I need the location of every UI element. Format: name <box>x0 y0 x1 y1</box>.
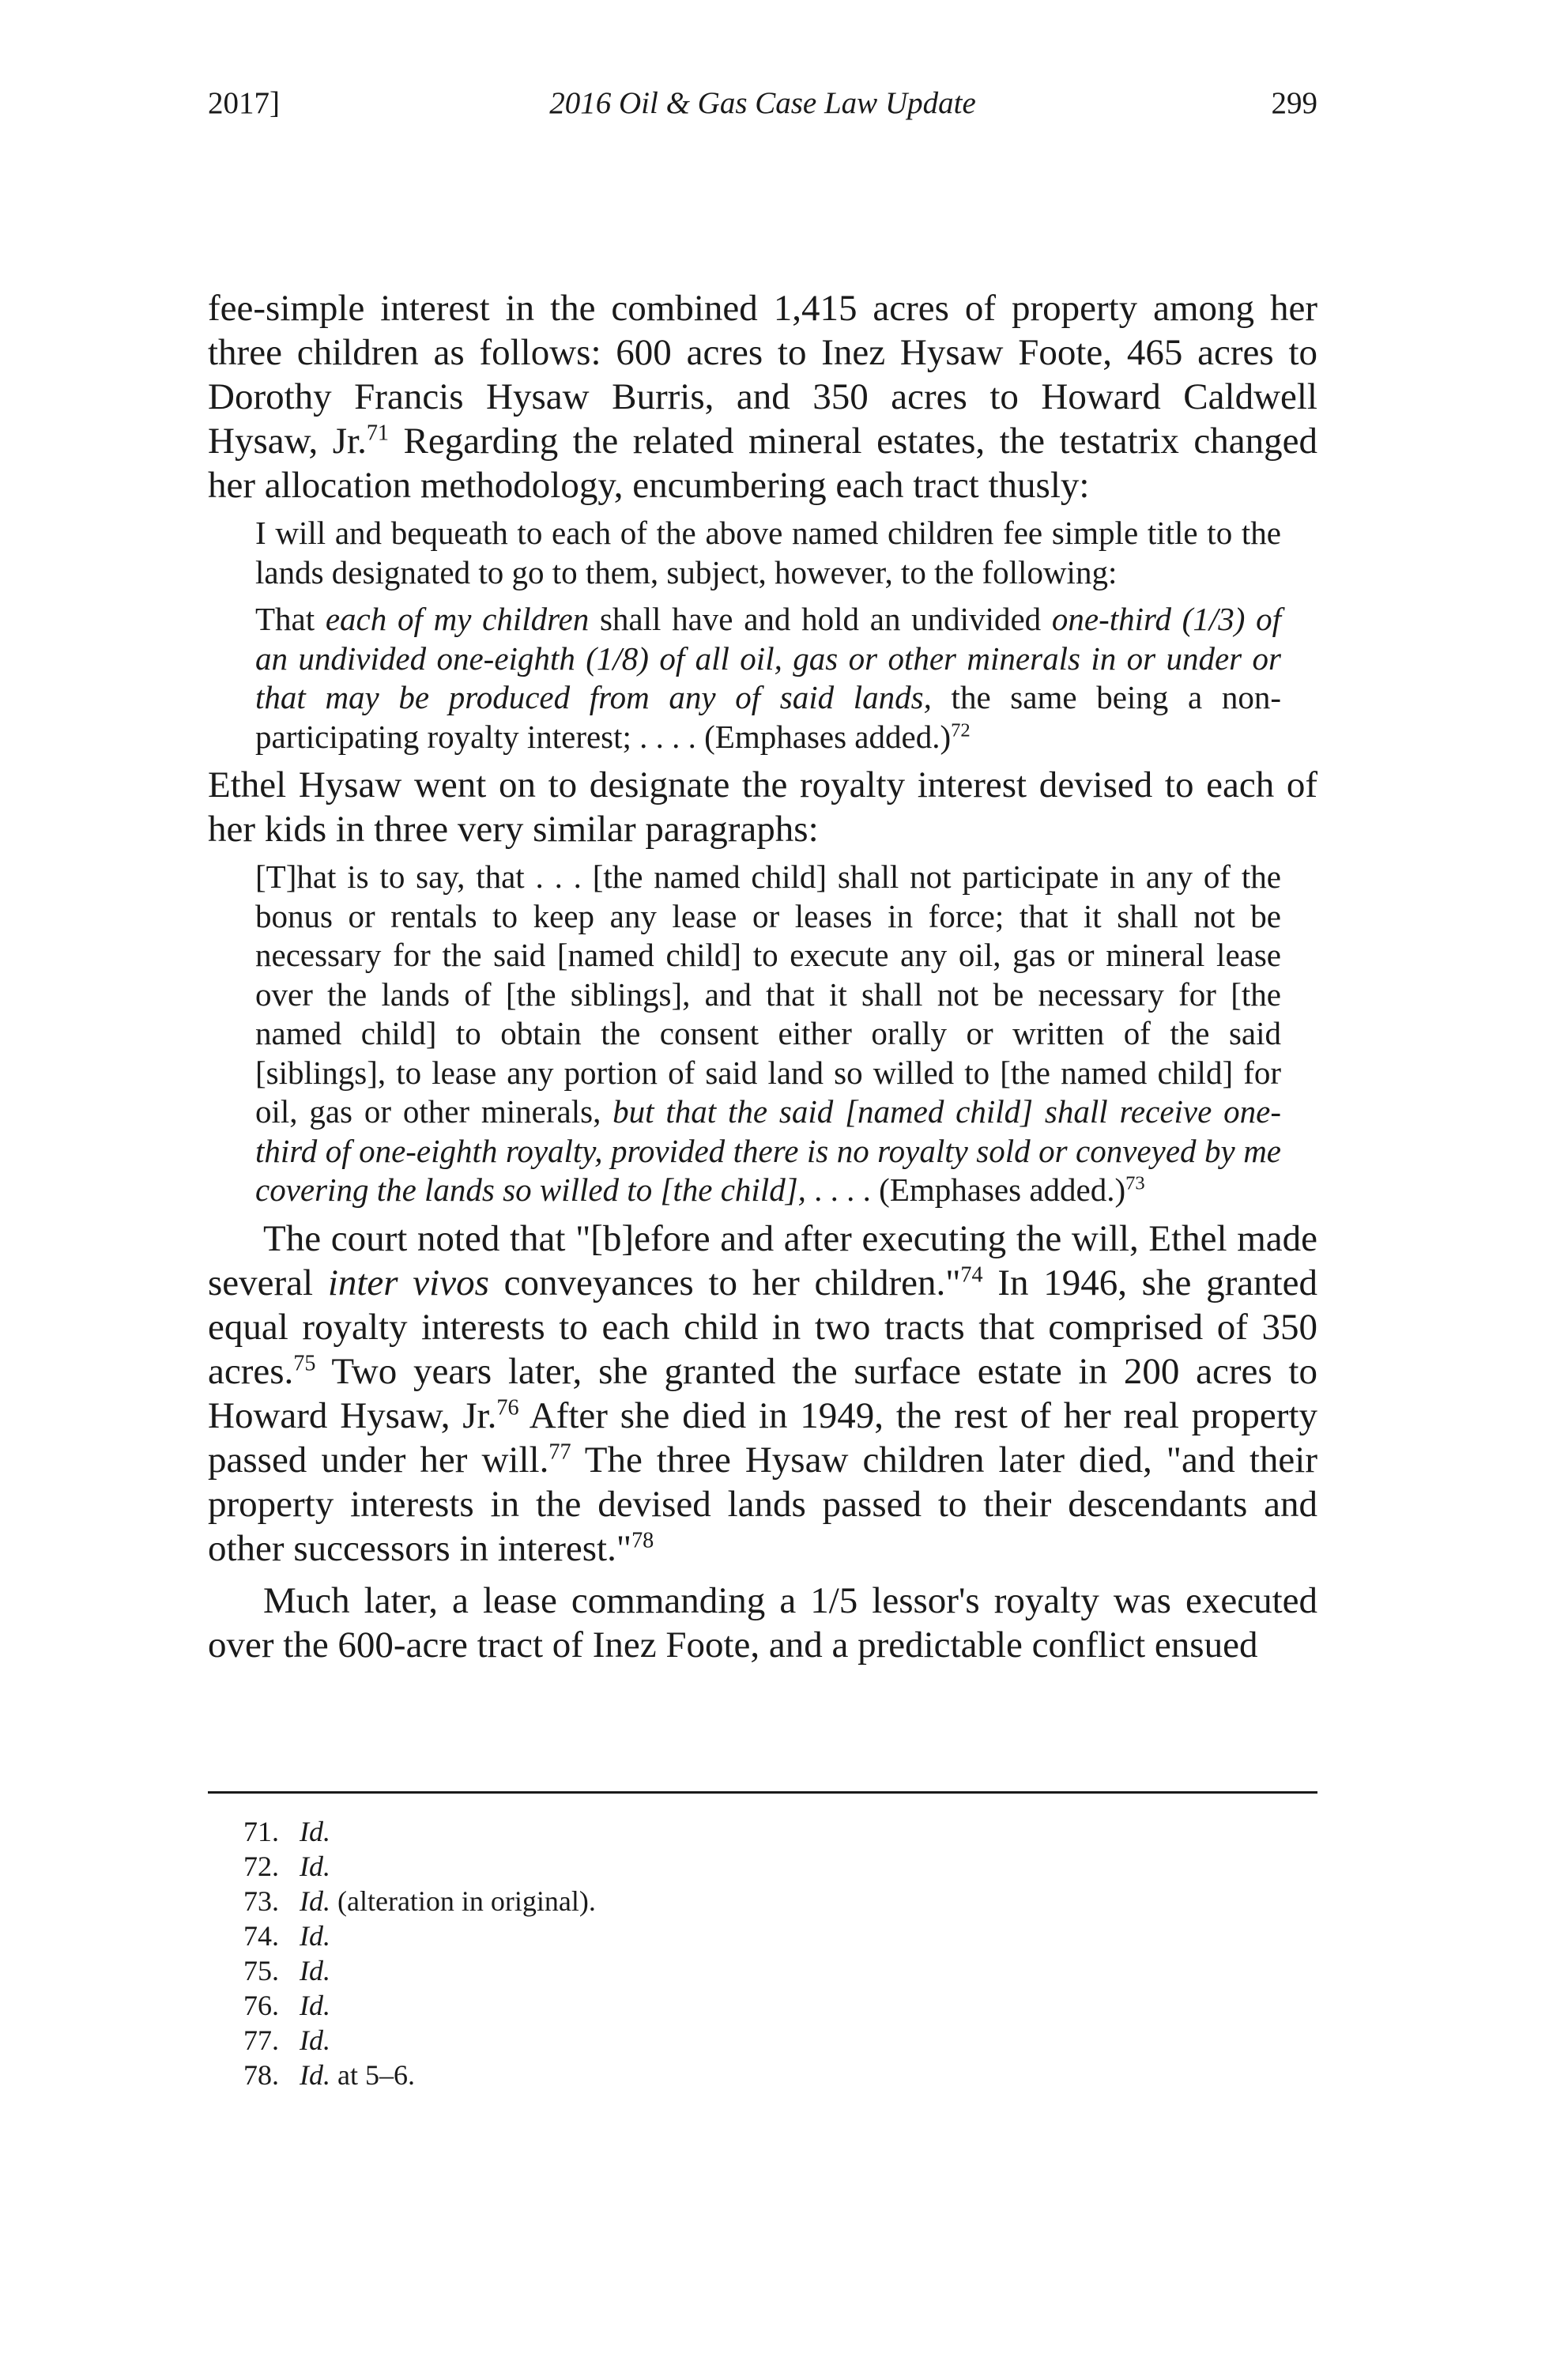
footnote-number: 78. <box>243 2059 279 2091</box>
footnote-number: 77. <box>243 2024 279 2056</box>
paragraph-3: The court noted that "[b]efore and after executing the will, Ethel made several inter vivos conveyances to her children."$^{74}$ In 1946, she granted equal royalty interests to each child in two tracts that comprised of 350 acres.$^{75}$ Two years later, she granted the surface estate in 200 acres to Howard Hysaw, Jr.$^{76}$ After she died in 1949, the rest of her real property passed under her will.$^{77}$ The three Hysaw children later died, "and their property interests in the devised lands passed to their descendants and other successors in interest."$^{78}$ <box>208 1217 1318 1569</box>
footnote-number: 71. <box>243 1816 279 1847</box>
footnote-ref-76[interactable]: 76 <box>496 1394 519 1420</box>
footnote-ref-73[interactable]: 73 <box>1125 1172 1145 1194</box>
footnote-item: 76. Id. <box>208 1988 1317 2023</box>
footnote-item: 74. Id. <box>208 1918 1317 1953</box>
paragraph-1: fee-simple interest in the combined 1,415 acres of property among her three children as follows: 600 acres to Inez Hysaw Foote, 465 acres to Dorothy Francis Hysaw Burris, and 350 acres to Howard Caldwell Hysaw, Jr.$^{71}$ Regarding the related mineral estates, the testatrix changed her allocation methodology, encumbering each tract thusly: <box>208 288 1317 506</box>
footnote-number: 74. <box>243 1920 279 1952</box>
footnote-ref-78[interactable]: 78 <box>631 1527 654 1553</box>
footnote-ref-77[interactable]: 77 <box>548 1439 571 1464</box>
running-header <box>208 85 1317 133</box>
footnote-item: 77. Id. <box>208 2023 1317 2058</box>
footnote-item: 73. Id. (alteration in original). <box>208 1884 1317 1918</box>
paragraph-2: Ethel Hysaw went on to designate the royalty interest devised to each of her kids in three very similar paragraphs: <box>208 764 1317 850</box>
quote-paragraph: I will and bequeath to each of the above named children fee simple title to the lands designated to go to them, subject, however, to the following: <box>255 515 1281 590</box>
block-quote-paragraphs <box>255 858 1281 1210</box>
block-quote-will <box>255 514 1281 756</box>
page-number: 299 <box>1271 86 1317 120</box>
footnote-number: 73. <box>243 1885 279 1917</box>
header-volume-year: 2017] <box>208 86 280 120</box>
footnote-item: 78. Id. at 5–6. <box>208 2058 1317 2092</box>
article-body <box>208 286 1317 1667</box>
footnote-ref-71[interactable]: 71 <box>366 421 390 446</box>
footnote-number: 75. <box>243 1955 279 1986</box>
footnote-divider <box>208 1791 1317 1794</box>
header-title: 2016 Oil & Gas Case Law Update <box>549 86 976 120</box>
footnote-item: 75. Id. <box>208 1953 1317 1988</box>
paragraph-4: Much later, a lease commanding a 1/5 lessor's royalty was executed over the 600-acre tract of Inez Foote, and a predictable conflict ensued <box>208 1579 1317 1666</box>
footnote-item: 72. Id. <box>208 1849 1317 1884</box>
footnotes-list <box>208 1814 1317 2092</box>
quote-paragraph: That each of my children shall have and hold an undivided one-third (1/3) of an undivided one-eighth (1/8) of all oil, gas or other minerals in or under or that may be produced from any of said lands, the same being a non-participating royalty interest; . . . . (Emphases added.)$^{72}$ <box>255 601 1281 755</box>
footnote-ref-72[interactable]: 72 <box>951 719 971 741</box>
footnote-ref-75[interactable]: 75 <box>293 1350 316 1375</box>
quote-paragraph: [T]hat is to say, that . . . [the named child] shall not participate in any of the bonus or rentals to keep any lease or leases in force; that it shall not be necessary for the said [named child] to execute any oil, gas or mineral lease over the lands of [the siblings], and that it shall not be necessary for [the named child] to obtain the consent either orally or written of the said [siblings], to lease any portion of said land so willed to [the named child] for oil, gas or other minerals, but that the said [named child] shall receive one-third of one-eighth royalty, provided there is no royalty sold or conveyed by me covering the lands so willed to [the child], . . . . (Emphases added.)$^{73}$ <box>255 858 1281 1208</box>
footnote-ref-74[interactable]: 74 <box>960 1262 983 1287</box>
footnote-item: 71. Id. <box>208 1814 1317 1849</box>
footnote-number: 76. <box>243 1990 279 2021</box>
footnote-number: 72. <box>243 1851 279 1882</box>
